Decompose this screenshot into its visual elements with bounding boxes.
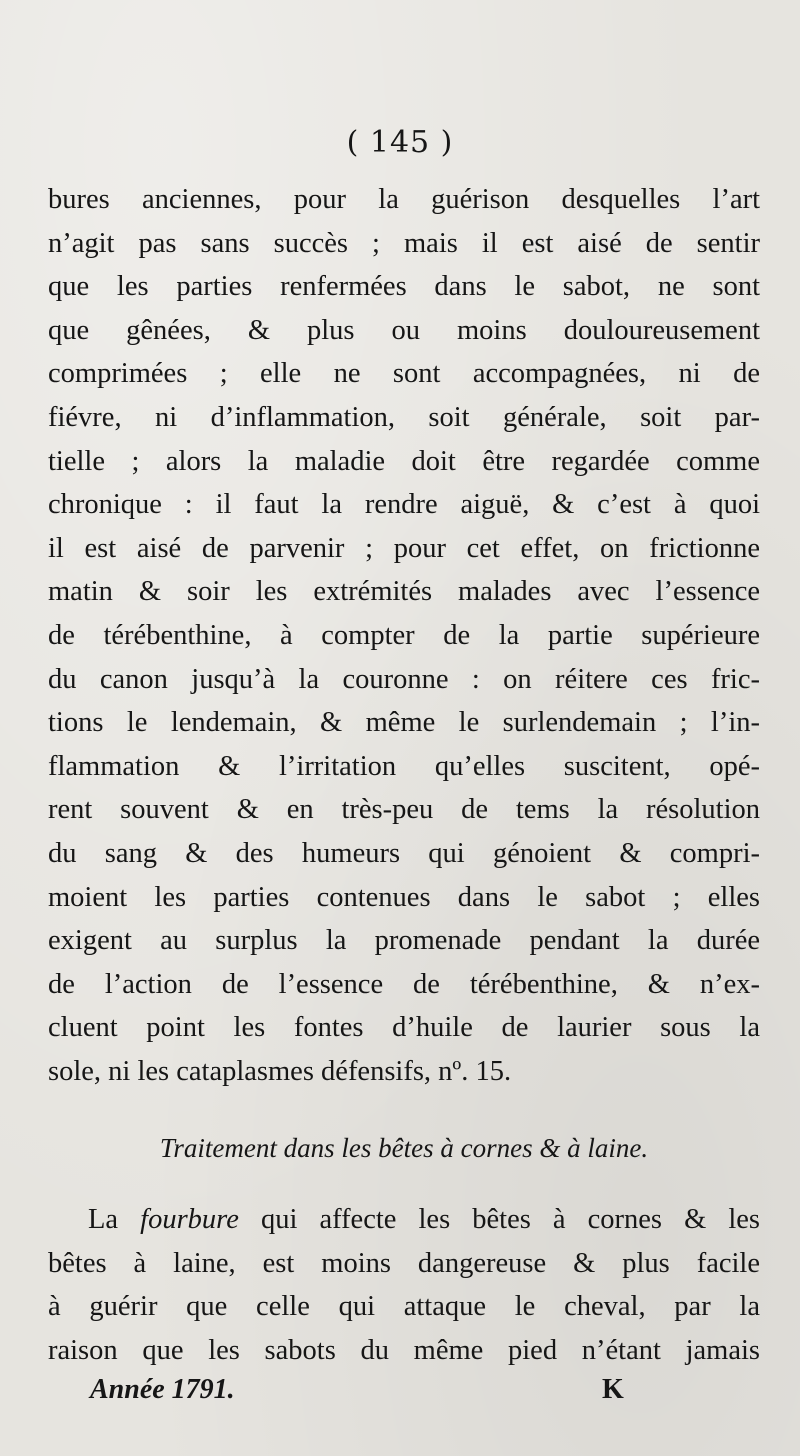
text-line: de l’action de l’essence de térébenthine, & n’ex-: [48, 968, 760, 1000]
text-line: raison que les sabots du même pied n’étant jamais: [48, 1334, 760, 1366]
paragraph-second: [48, 1198, 760, 1372]
line-prefix: La: [88, 1204, 141, 1235]
text-line: rent souvent & en très-peu de tems la résolution: [48, 794, 760, 826]
italic-term: fourbure: [140, 1204, 239, 1235]
text-line: fiévre, ni d’inflammation, soit générale, soit par-: [48, 401, 760, 433]
text-line: cluent point les fontes d’huile de laurier sous la: [48, 1012, 760, 1044]
text-line: flammation & l’irritation qu’elles suscitent, opé-: [48, 750, 760, 782]
text-line: il est aisé de parvenir ; pour cet effet, on frictionne: [48, 532, 760, 564]
signature-mark: K: [602, 1374, 624, 1405]
section-heading: Traitement dans les bêtes à cornes & à laine.: [159, 1133, 649, 1163]
paragraph-main: [48, 178, 760, 1093]
text-line: matin & soir les extrémités malades avec l’essence: [48, 576, 760, 608]
text-line: n’agit pas sans succès ; mais il est aisé de sentir: [48, 227, 760, 259]
text-line: de térébenthine, à compter de la partie supérieure: [48, 619, 760, 651]
text-line: tielle ; alors la maladie doit être regardée comme: [48, 445, 760, 477]
text-line: bêtes à laine, est moins dangereuse & plus facile: [48, 1247, 760, 1279]
text-line: exigent au surplus la promenade pendant la durée: [48, 925, 760, 957]
text-line: à guérir que celle qui attaque le cheval, par la: [48, 1291, 760, 1323]
text-line: tions le lendemain, & même le surlendemain ; l’in-: [48, 707, 760, 739]
text-line: comprimées ; elle ne sont accompagnées, ni de: [48, 358, 760, 390]
text-line: sole, ni les cataplasmes défensifs, nº. 15.: [48, 1055, 512, 1087]
text-line: que gênées, & plus ou moins douloureusement: [48, 314, 760, 346]
text-line: bures anciennes, pour la guérison desquelles l’art: [48, 184, 760, 215]
text-line: que les parties renfermées dans le sabot, ne sont: [48, 271, 760, 303]
text-line: chronique : il faut la rendre aiguë, & c’est à quoi: [48, 489, 760, 521]
text-line: moient les parties contenues dans le sabot ; elles: [48, 881, 760, 913]
page-number: ( 145 ): [346, 125, 454, 160]
text-line: [48, 1198, 760, 1242]
page-footer: [90, 1374, 650, 1406]
signature-year: Année 1791.: [90, 1374, 235, 1405]
line-rest: qui affecte les bêtes à cornes & les: [238, 1204, 761, 1235]
text-line: du sang & des humeurs qui génoient & compri-: [48, 837, 760, 869]
text-line: du canon jusqu’à la couronne : on réitere ces fric-: [48, 663, 760, 695]
